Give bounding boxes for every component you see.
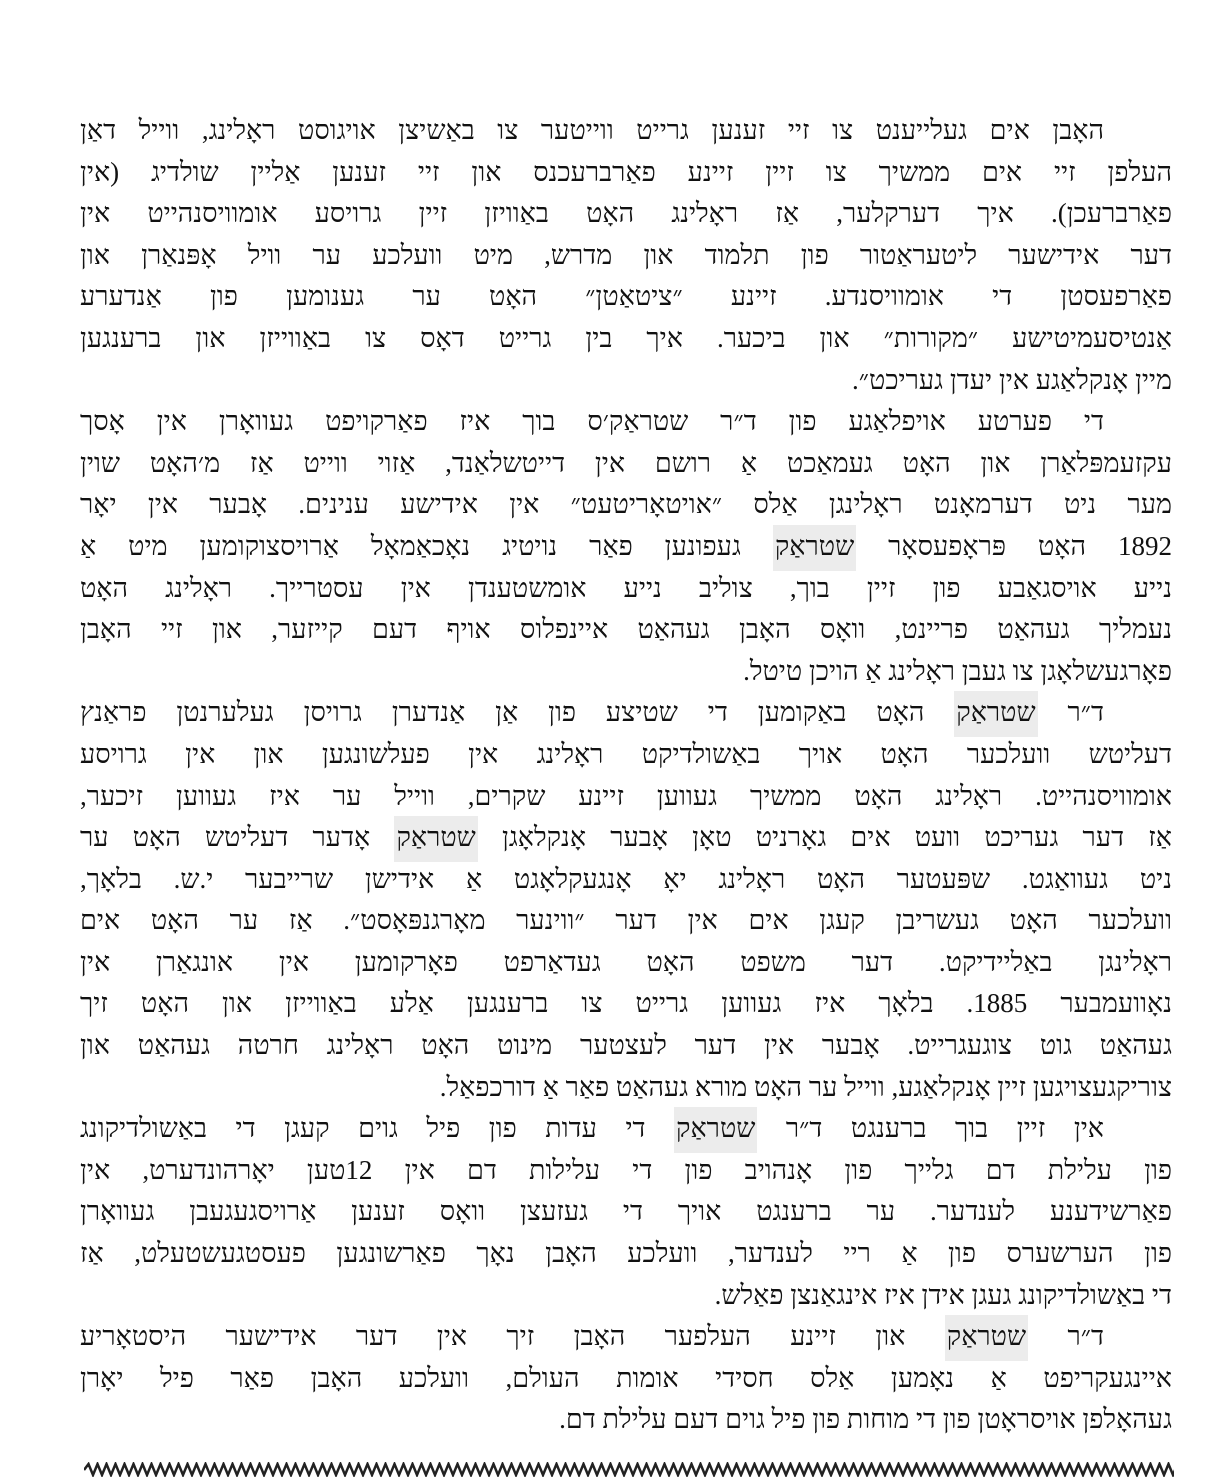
text-segment: אין זיין בוך ברענגט ד״ר [757,1113,1104,1144]
text-line [80,318,1172,360]
highlighted-search-term: שטראַק [773,525,856,571]
text-line [80,609,1172,651]
highlighted-search-term: שטראַק [674,1107,757,1153]
text-segment: 1892 האָט פּראָפעסאָר [856,530,1172,561]
text-segment: פאַרפעסטן די אומוויסנדע. זיינע ״ציטאַטן״ האָט ער גענומען פון אַנדערע [80,281,1172,312]
text-segment: אַנטיסעמיטישע ״מקורות״ און ביכער. איך בין גרייט דאָס צו באַווייזן און ברענגען [80,322,1172,353]
text-line [80,568,1172,610]
text-line [80,526,1172,568]
text-line [80,360,1172,402]
text-segment: און זיינע העלפער האָבן זיך אין דער אידישער היסטאָריע [80,1321,945,1352]
text-line [80,110,1172,152]
text-segment: געפונען פאַר נויטיג נאָכאַמאָל אַרויסצוקומען מיט אַ [80,530,773,561]
text-segment: ראָלינגן באַליידיקט. דער משפט האָט געדאַרפט פאָרקומען אין אונגאַרן אין [80,946,1172,977]
text-segment: אַז דער געריכט וועט אים גאָרניט טאָן אָבער אָנקלאָגן [477,822,1172,853]
text-line [80,235,1172,277]
text-segment: ניט געוואַגט. שפּעטער האָט ראָלינג יאָ אָנגעקלאָגט אַ אידישן שרייבער י.ש. בלאָך, [80,863,1172,894]
text-line [80,484,1172,526]
text-line [80,1233,1172,1275]
text-segment: נאָוועמבער 1885. בלאָך איז געווען גרייט צו ברענגען אַלע באַווייזן און האָט זיך [80,988,1173,1019]
text-segment: ד״ר [1037,697,1104,728]
paragraph [80,110,1172,401]
text-line [80,1191,1172,1233]
wavy-divider [84,1462,1174,1477]
text-line [80,651,1172,693]
text-segment: וועלכער האָט געשריבן קעגן אים אין דער ״ווינער מאָרגנפּאָסט״. אַז ער האָט אים [80,905,1172,936]
text-line [80,1316,1172,1358]
text-line [80,776,1172,818]
highlighted-search-term: שטראַק [954,691,1037,737]
text-segment: אומוויסנהייט. ראָלינג האָט ממשיך געווען זיינע שקרים, ווייל ער איז געווען זיכער, [80,780,1172,811]
text-line [80,817,1172,859]
text-segment: מיין אָנקלאַגע אין יעדן געריכט״. [852,364,1172,395]
text-line [80,401,1172,443]
text-segment: האָבן אים געלייענט צו זיי זענען גרייט ווייטער צו באַשיצן אויגוסט ראָלינג, ווייל דאַן [80,115,1104,145]
text-line [80,1358,1172,1400]
text-segment: צוריקגעצויגען זיין אָנקלאַגע, ווייל ער האָט מורא געהאַט פאַר אַ דורכפאַל. [439,1071,1172,1102]
text-segment: פון עלילת דם גלייך פון אָנהויב פון די עלילות דם אין 12טען יאָרהונדערט, אין [80,1154,1173,1185]
text-segment: מער ניט דערמאָנט ראָלינגן אַלס ״אויטאָריטעט״ אין אידישע ענינים. אָבער אין יאָר [80,489,1172,520]
text-segment: נעמליך געהאַט פריינט, וואָס האָבן געהאַט איינפלוס אויף דעם קייזער, און זיי האָבן [80,614,1172,645]
text-line [80,276,1172,318]
text-segment: איינגעקריפט אַ נאָמען אַלס חסידי אומות העולם, וועלכע האָבן פאַר פיל יאָרן [80,1362,1172,1393]
paragraph [80,1108,1172,1316]
text-line [80,1275,1172,1317]
document-page [80,110,1172,1441]
text-line [80,1025,1172,1067]
text-line [80,1150,1172,1192]
text-segment: געהאַט גוט צוגעגרייט. אָבער אין דער לעצטער מינוט האָט ראָלינג חרטה געהאַט און [80,1030,1172,1061]
highlighted-search-term: שטראַק [945,1315,1028,1361]
text-line [80,443,1172,485]
text-line [80,1108,1172,1150]
text-segment: געהאָלפן אויסראָטן פון די מוחות פון פיל גוים דעם עלילת דם. [559,1404,1172,1435]
text-segment: פאַרברעכן). איך דערקלער, אַז ראָלינג האָט באַוויזן זיין גרויסע אומוויסנהייט אין [80,198,1172,229]
text-segment: דעליטש וועלכער האָט אויך באַשולדיקט ראָלינג אין פעלשונגען און אין גרויסע [80,738,1172,769]
text-segment: פאָרגעשלאָגן צו געבן ראָלינג אַ הויכן טיטל. [743,655,1172,686]
paragraph [80,1316,1172,1441]
text-segment: פאַרשידענע לענדער. ער ברענגט אויך די געזעצן וואָס זענען אַרויסגעגעבן געוואָרן [80,1196,1172,1227]
text-segment: עקזעמפּלאַרן און האָט געמאַכט אַ רושם אין דייטשלאַנד, אַזוי ווייט אַז מ׳האָט שוין [80,447,1172,478]
text-line [80,900,1172,942]
paragraph [80,692,1172,1108]
text-segment: נייע אויסגאַבע פון זיין בוך, צוליב נייע אומשטענדן אין עסטרייך. ראָלינג האָט [80,572,1172,603]
text-line [80,983,1172,1025]
text-line [80,1399,1172,1441]
text-line [80,692,1172,734]
text-segment: ד״ר [1028,1321,1104,1352]
text-line [80,1067,1172,1109]
text-segment: די באַשולדיקונג געגן אידן איז אינגאַנצן פאַלש. [714,1279,1172,1310]
text-segment: די עדות פון פיל גוים קעגן די באַשולדיקונג [80,1113,675,1144]
text-line [80,193,1172,235]
text-segment: די פערטע אויפלאַגע פון ד״ר שטראַק׳ס בוך איז פאַרקויפט געוואָרן אין אָסך [80,406,1104,437]
text-segment: העלפן זיי אים ממשיך צו זיין זיינע פאַרברעכנס און זיי זענען אַליין שולדיג (אין [80,156,1172,187]
text-line [80,942,1172,984]
paragraph [80,401,1172,692]
text-segment: אָדער דעליטש האָט ער [80,822,395,853]
text-segment: דער אידישער ליטעראַטור פון תלמוד און מדרש, מיט וועלכע ער וויל אָפּנאַרן און [80,239,1172,270]
text-line [80,859,1172,901]
text-line [80,152,1172,194]
highlighted-search-term: שטראַק [394,816,477,862]
text-line [80,734,1172,776]
text-segment: האָט באַקומען די שטיצע פון אַן אַנדערן גרויסן געלערנטן פראַנץ [80,697,955,728]
text-segment: פון הערשערס פון אַ ריי לענדער, וועלכע האָבן נאָך פאַרשונגען פעסטגעשטעלט, אַז [80,1238,1172,1269]
